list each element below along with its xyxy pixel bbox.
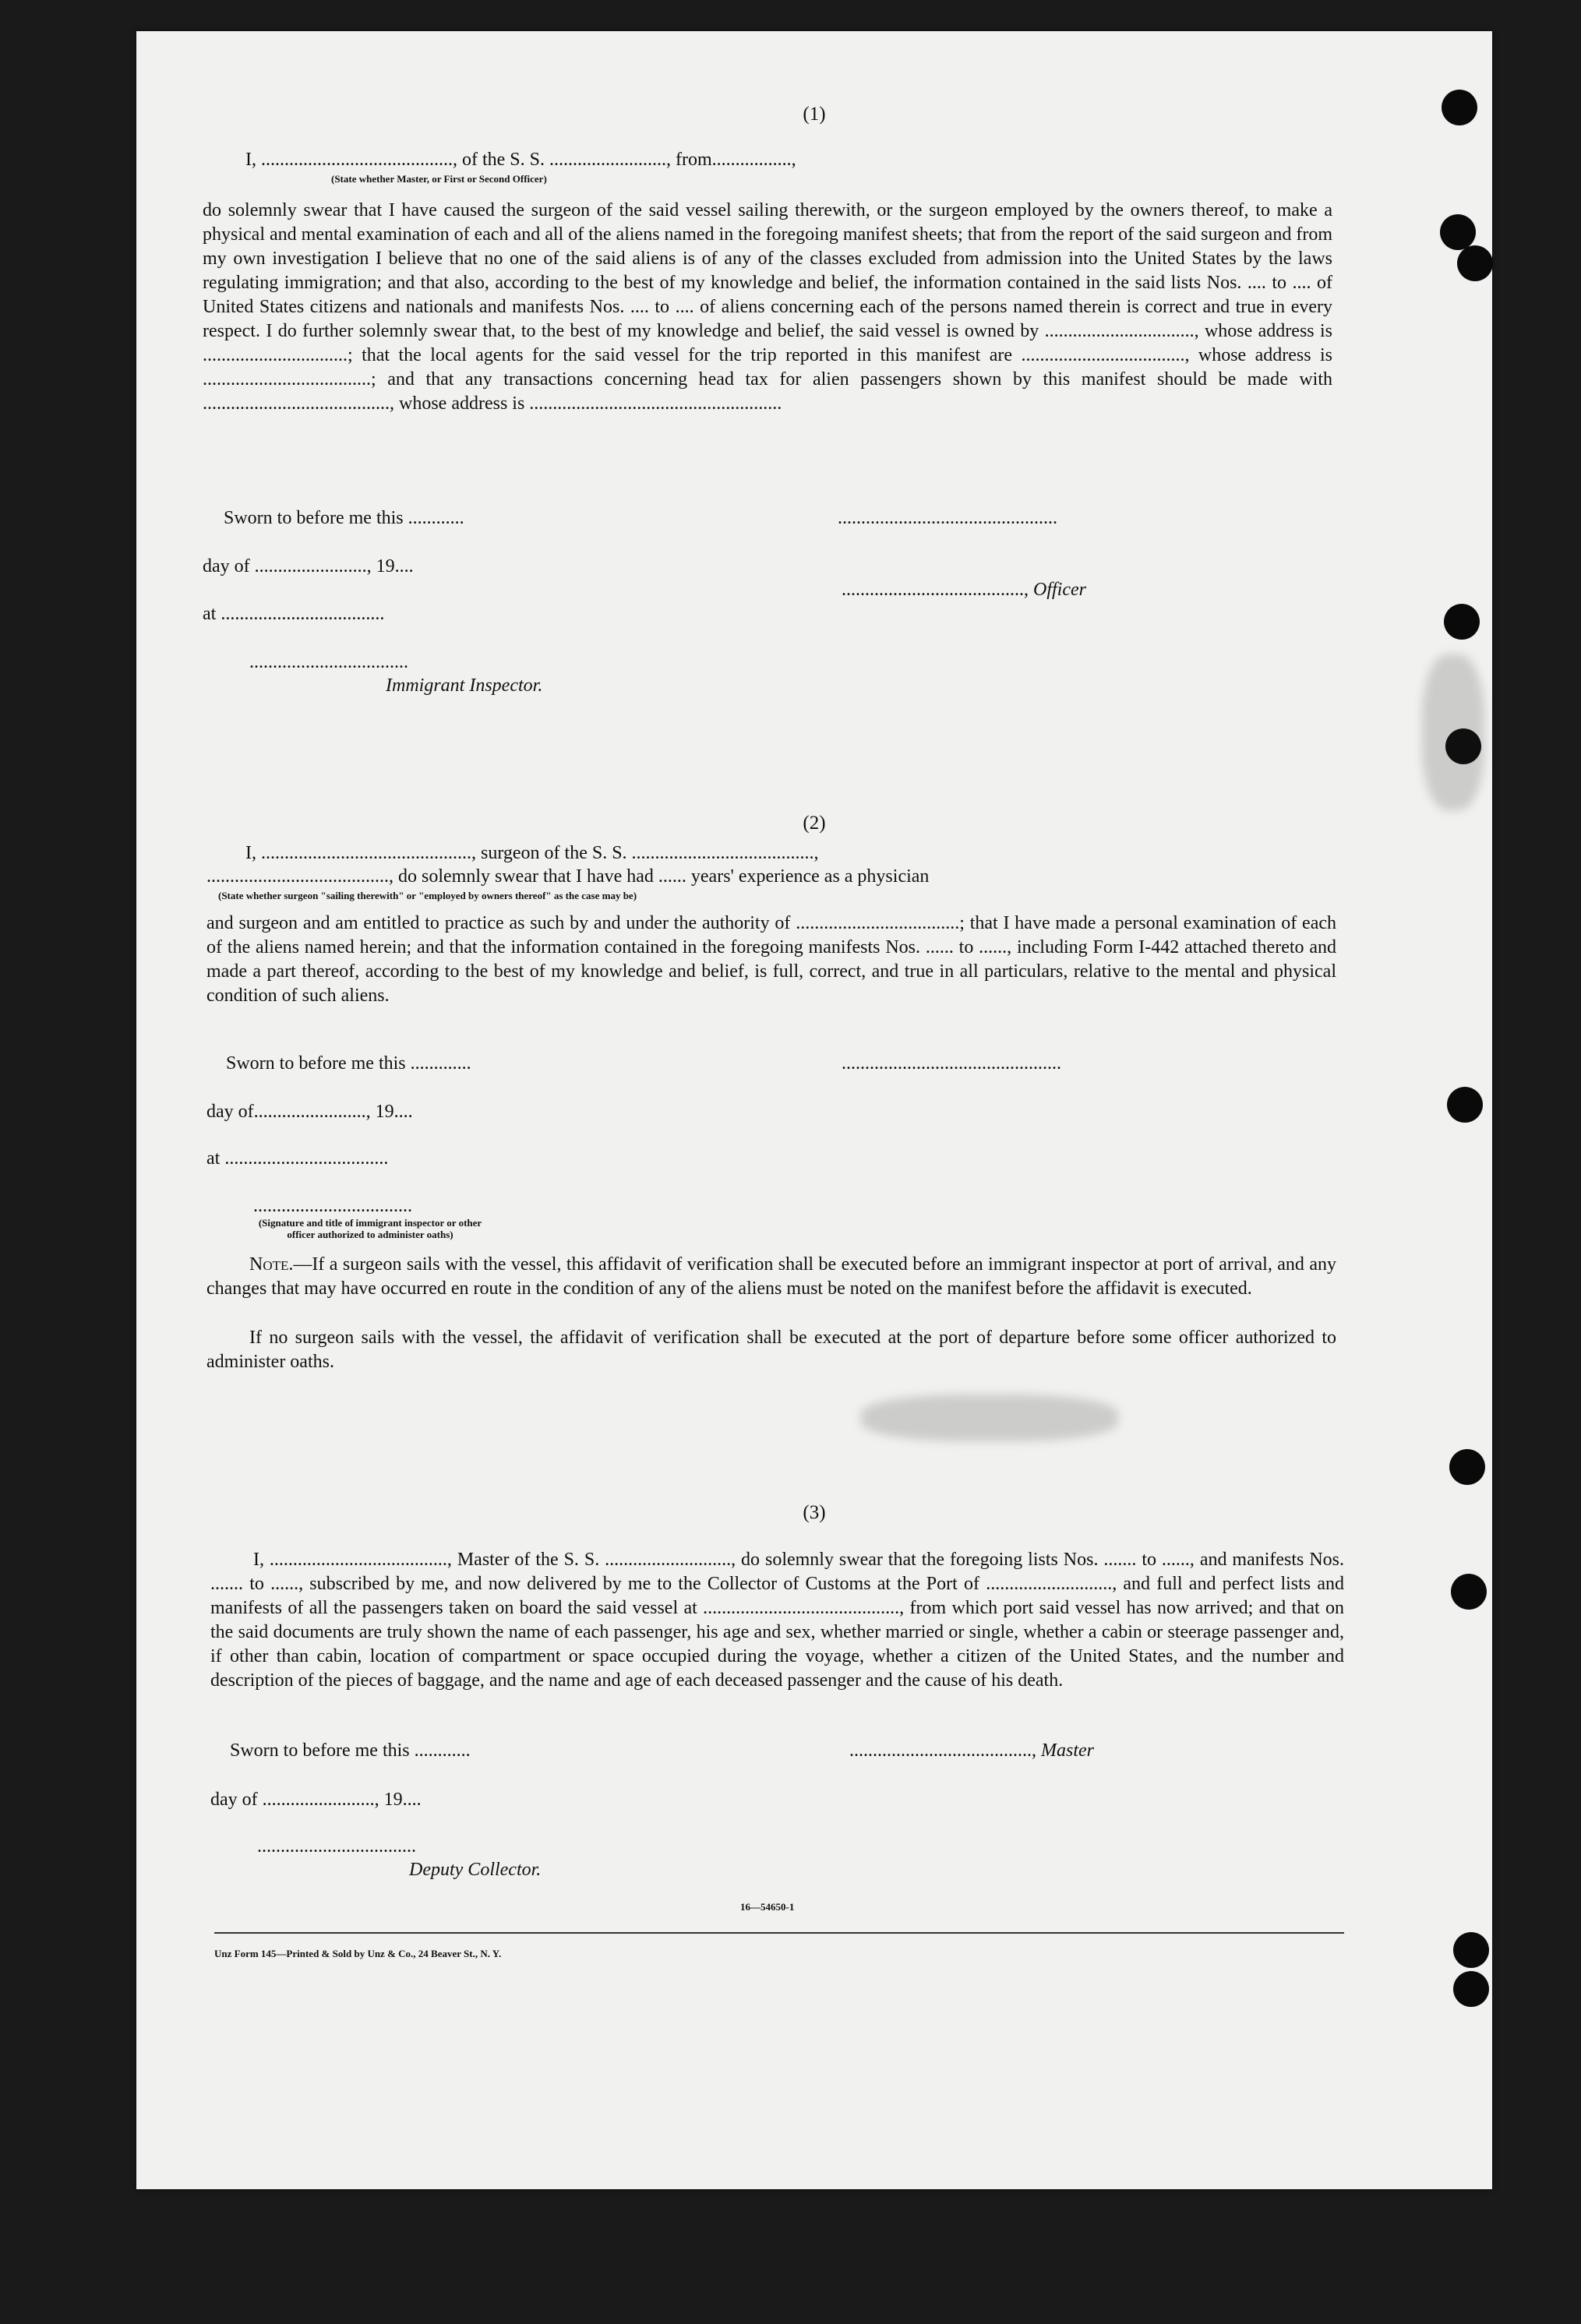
punch-hole xyxy=(1457,245,1493,281)
section-3-number: (3) xyxy=(803,1502,826,1523)
s2-day: day of........................, 19.... xyxy=(206,1102,413,1122)
s2-inspector-note: (Signature and title of immigrant inspector or other officer authorized to administer oaths) xyxy=(258,1217,482,1240)
document-page xyxy=(136,31,1492,2189)
punch-hole xyxy=(1451,1574,1487,1610)
s1-inspector-label: Immigrant Inspector. xyxy=(386,675,543,696)
s2-body: and surgeon and am entitled to practice as such by and under the authority of ...................................; that I have made a personal examination of each of the aliens named herein; and that the information contained in the foregoing manifests Nos. ...... to ......, including Form I-442 attached thereto and made a part thereof, according to the best of my knowledge and belief, is full, correct, and true in all particulars, relative to the mental and physical condition of such aliens. xyxy=(206,913,1336,1006)
s1-sig-line: ............................................... xyxy=(838,508,1057,528)
section-1-number: (1) xyxy=(803,104,826,125)
punch-hole xyxy=(1444,604,1480,640)
s2-note-text: —If a surgeon sails with the vessel, this affidavit of verification shall be executed before an immigrant inspector at port of arrival, and any changes that may have occurred en route in the condition of any of the aliens must be noted on the manifest before the affidavit is executed. xyxy=(206,1254,1336,1299)
s3-day: day of ........................, 19.... xyxy=(210,1790,422,1810)
printer-credit: Unz Form 145—Printed & Sold by Unz & Co., 24 Beaver St., N. Y. xyxy=(214,1948,502,1959)
section-2-number: (2) xyxy=(803,813,826,834)
s1-body: do solemnly swear that I have caused the surgeon of the said vessel sailing therewith, or the surgeon employed by the owners thereof, to make a physical and mental examination of each and all of the aliens named in the foregoing manifest sheets; that from the report of the said surgeon and from my own investigation I believe that no one of the said aliens is of any of the classes excluded from admission into the United States by the laws regulating immigration; and that also, according to the best of my knowledge and belief, the information contained in the said lists Nos. .... to .... of United States citizens and nationals and manifests Nos. .... to .... of aliens concerning each of the persons named therein is correct and true in every respect. I do further solemnly swear that, to the best of my knowledge and belief, the said vessel is owned by ................................, whose address is ...............................; that the local agents for the said vessel for the trip reported in this manifest are ..................................., whose address is ....................................; and that any transactions concerning head tax for alien passengers shown by this manifest should be made with ........................................, whose address is ...................................................... xyxy=(203,200,1332,414)
s3-master-dots: ......................................., xyxy=(849,1740,1041,1761)
s2-first-line: I, ............................................., surgeon of the S. S. ......................................., xyxy=(245,843,819,863)
footer-rule xyxy=(214,1932,1344,1934)
s2-inspector-line: .................................. xyxy=(253,1196,412,1216)
s2-note-label: Note. xyxy=(249,1254,294,1275)
s1-officer-line xyxy=(842,578,1086,601)
s2-second-line: ......................................., do solemnly swear that I have had ...... years' experience as a physician xyxy=(206,866,930,887)
punch-hole xyxy=(1440,214,1476,250)
s1-first-line-note: (State whether Master, or First or Second Officer) xyxy=(331,173,547,185)
s2-sig-line: ............................................... xyxy=(842,1053,1061,1074)
ink-smudge xyxy=(1422,654,1484,810)
s2-note-2: If no surgeon sails with the vessel, the affidavit of verification shall be executed at the port of departure before some officer authorized to administer oaths. xyxy=(206,1328,1336,1372)
s1-sworn: Sworn to before me this ............ xyxy=(224,508,464,528)
s2-sworn: Sworn to before me this ............. xyxy=(226,1053,471,1074)
s2-note xyxy=(206,1253,1336,1301)
s3-sworn: Sworn to before me this ............ xyxy=(230,1740,471,1761)
s1-day: day of ........................, 19.... xyxy=(203,556,414,577)
punch-hole xyxy=(1449,1449,1485,1485)
s2-at: at ................................... xyxy=(206,1148,389,1169)
punch-hole xyxy=(1453,1971,1489,2007)
punch-hole xyxy=(1447,1087,1483,1123)
s1-officer-dots: ......................................., xyxy=(842,580,1033,600)
s1-at: at ................................... xyxy=(203,604,385,624)
s3-collector-line: .................................. xyxy=(257,1836,416,1857)
s1-officer-label: Officer xyxy=(1033,580,1086,600)
s3-master-label: Master xyxy=(1041,1740,1094,1761)
ink-smudge xyxy=(861,1395,1118,1441)
s3-body: I, ......................................, Master of the S. S. ..........................., do solemnly swear that the foregoing lists Nos. ....... to ......, and manifests Nos. ....... to ......, subscribed by me, and now delivered by me to the Collector of Customs at the Port of ..........................., and full and perfect lists and manifests of all the passengers taken on board the said vessel at .........................................., from which port said vessel has now arrived; and that on the said documents are truly shown the name of each passenger, his age and sex, whether married or single, whether a cabin or steerage passenger and, if other than cabin, location of compartment or space occupied during the voyage, whether a citizen of the United States, and the number and description of the pieces of baggage, and the name and age of each deceased passenger and the cause of his death. xyxy=(210,1550,1344,1691)
s3-master-line xyxy=(849,1739,1094,1762)
form-number: 16—54650-1 xyxy=(740,1901,795,1913)
s1-inspector-line: .................................. xyxy=(249,652,408,672)
s1-first-line: I, ........................................., of the S. S. ........................., from................., xyxy=(245,150,796,170)
s3-collector-label: Deputy Collector. xyxy=(409,1860,542,1880)
s2-second-line-note: (State whether surgeon "sailing therewith" or "employed by owners thereof" as the case may be) xyxy=(218,890,637,901)
punch-hole xyxy=(1453,1932,1489,1968)
